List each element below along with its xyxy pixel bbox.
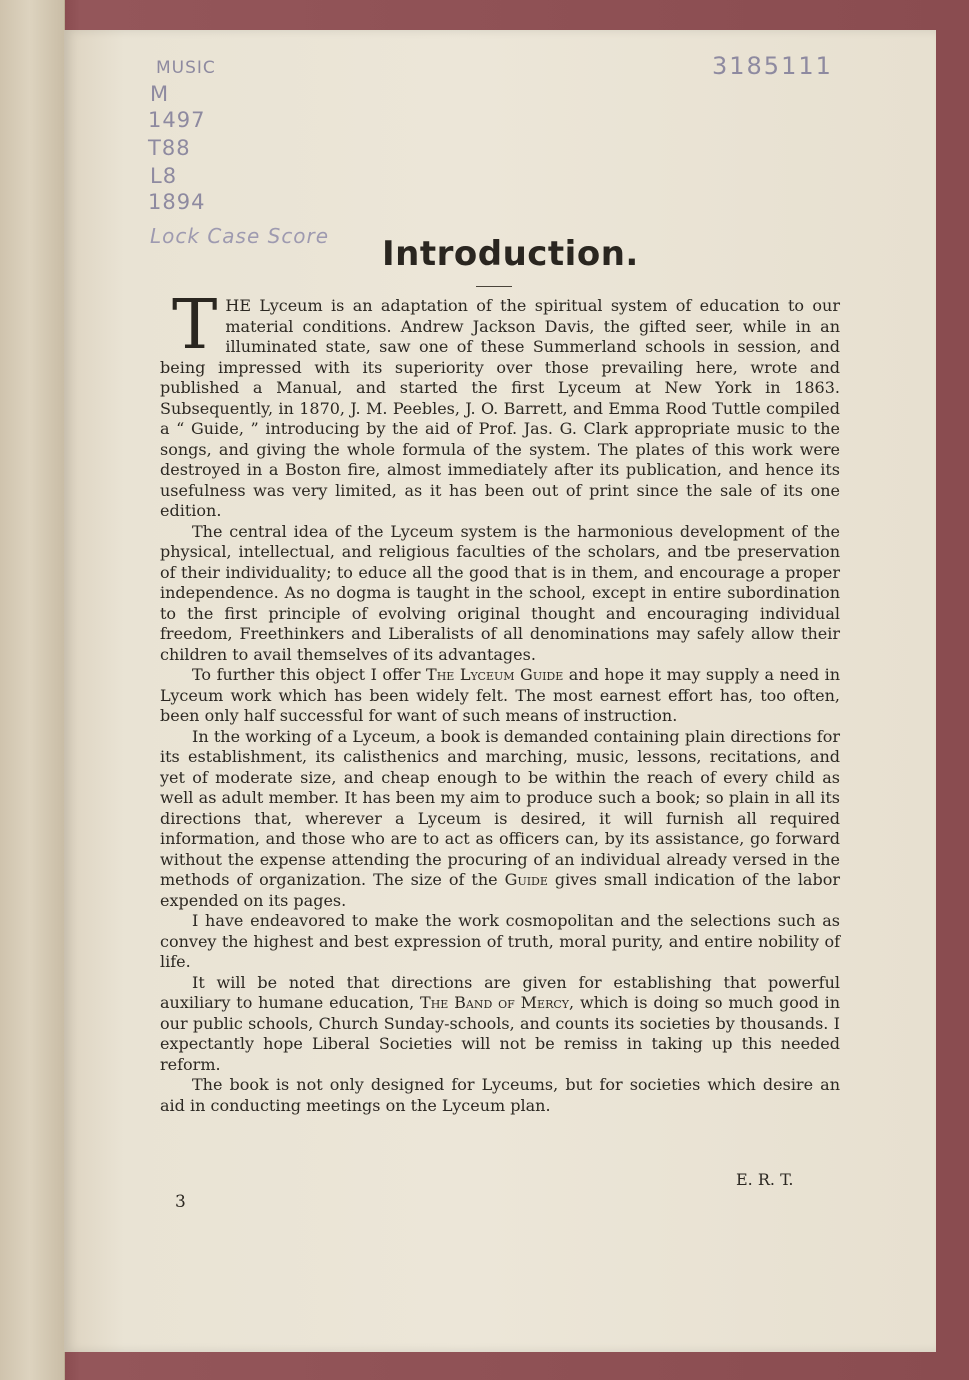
drop-cap: T (172, 286, 218, 365)
book-title-lyceum-guide: The Lyceum Guide (426, 665, 564, 684)
paragraph-text: In the working of a Lyceum, a book is demanded containing plain directions for its establishment, its calisthenics and marching, music, lessons, recitations, and yet of moderate size, and cheap enough to be within the reach of every child as well as adult member. It has been my aim to produce such a book; so plain in all its directions that, wherever a Lyceum is desired, it will furnish all required information, and those who are to act as officers can, by its assistance, go forward without the expense attending the procuring of an individual already versed in the methods of organization. The size of the (160, 726, 840, 889)
shelfmark-line: 1894 (148, 190, 206, 214)
paragraph-text: , which is doing so much good in our public schools, Church Sunday-schools, and counts its societies by thousands. I expectantly hope Liberal Societies will not be remiss in taking up this needed reform. (160, 993, 840, 1074)
paragraph-6 (160, 973, 840, 1076)
paragraph-2: The central idea of the Lyceum system is the harmonious development of the physical, intellectual, and religious faculties of the scholars, and tbe preservation of their individuality; to educe all the good that is in them, and encourage a proper independence. As no dogma is taught in the school, except in entire subordination to the first principle of evolving original thought and encouraging individual freedom, Freethinkers and Liberalists of all denominations may safely allow their children to avail themselves of its advantages. (160, 521, 840, 664)
shelfmark-line: M (150, 82, 170, 106)
paragraph-7: The book is not only designed for Lyceums, but for societies which desire an aid in conducting meetings on the Lyceum plan. (160, 1075, 840, 1115)
page-title: Introduction. (382, 234, 639, 274)
title-rule (476, 286, 512, 287)
author-signature: E. R. T. (736, 1170, 794, 1189)
paragraph-text: and hope it may supply a need in Lyceum work which has been widely felt. The most earnest effort has, too often, been only half successful for want of such means of instruction. (160, 665, 840, 725)
paragraph-text: HE Lyceum is an adaptation of the spiritual system of education to our material conditions. Andrew Jackson Davis, the gifted seer, while in an illuminated state, saw one of these Summerland schools in session, and being impressed with its superiority over those prevailing here, wrote and published a Manual, and started the first Lyceum at New York in 1863. Subsequently, in 1870, J. M. Peebles, J. O. Barrett, and Emma Rood Tuttle compiled a “ Guide, ” introducing by the aid of Prof. Jas. G. Clark appropriate music to the songs, and giving the whole formula of the system. The plates of this work were destroyed in a Boston fire, almost immediately after its publication, and hence its usefulness was very limited, as it has been out of print since the sale of its one edition. (160, 296, 840, 520)
location-note: Lock Case Score (150, 224, 330, 248)
paragraph-text: To further this object I offer (192, 665, 427, 684)
introduction-body (160, 286, 840, 1116)
paragraph-1 (160, 286, 840, 522)
shelfmark-line: L8 (150, 164, 178, 188)
shelfmark-line: T88 (148, 136, 191, 160)
book-title-guide: Guide (504, 870, 548, 889)
paragraph-text: It will be noted that directions are given for establishing that powerful auxiliary to humane education, (160, 972, 840, 1012)
page-number: 3 (175, 1192, 186, 1212)
shelfmark-line: MUSIC (156, 58, 216, 78)
facing-page-edge (0, 0, 65, 1380)
call-number: 3185111 (712, 52, 833, 80)
band-of-mercy-name: The Band of Mercy (420, 993, 570, 1012)
paragraph-text: gives small indication of the labor expended on its pages. (160, 870, 840, 910)
paragraph-3 (160, 665, 840, 727)
paragraph-5: I have endeavored to make the work cosmopolitan and the selections such as convey the highest and best expression of truth, moral purity, and entire nobility of life. (160, 911, 840, 971)
shelfmark-line: 1497 (148, 108, 206, 132)
paragraph-4 (160, 727, 840, 912)
